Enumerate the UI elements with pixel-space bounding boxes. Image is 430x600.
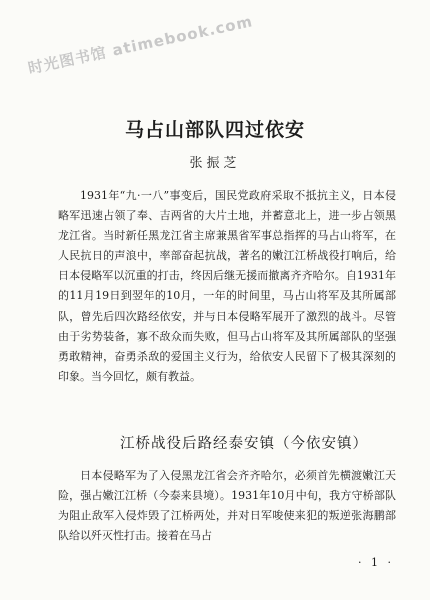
section-heading: 江桥战役后路经泰安镇（今依安镇） <box>120 436 368 452</box>
author-name: 张振芝 <box>189 156 241 171</box>
body-paragraph: 1931年“九·一八”事变后，国民党政府采取不抵抗主义，日本侵略军迅速占领了奉、吉两省的大片土地，并蓄意北上，进一步占领黑龙江省。当时新任黑龙江省主席兼黑省军事总指挥的马占山将军，在人民抗日的声浪中，率部奋起抗战，著名的嫩江江桥战役打响后，给日本侵略军以沉重的打击，终因后继无援而撤离齐齐哈尔。自1931年的11月19日到翌年的10月，一年的时间里，马占山将军及其所属部队，曾先后四次路经依安，并与日本侵略军展开了激烈的战斗。尽管由于劣势装备，寡不敌众而失败，但马占山将军及其所属部队的坚强勇敢精神，奋勇杀敌的爱国主义行为，给依安人民留下了极其深刻的印象。当今回忆，颇有教益。 <box>58 189 396 383</box>
watermark: 时光图书馆 atimebook.com <box>26 12 255 78</box>
page-number: · 1 · <box>358 556 394 569</box>
body-paragraph: 日本侵略军为了入侵黑龙江省会齐齐哈尔，必须首先横渡嫩江天险，强占嫩江江桥（今泰来县境）。1931年10月中旬，我方守桥部队为阻止敌军入侵炸毁了江桥两处，并对日军唆使来犯的叛逆张海鹏部队给以歼灭性打击。接着在马占 <box>58 469 396 543</box>
article-title: 马占山部队四过依安 <box>124 119 305 141</box>
